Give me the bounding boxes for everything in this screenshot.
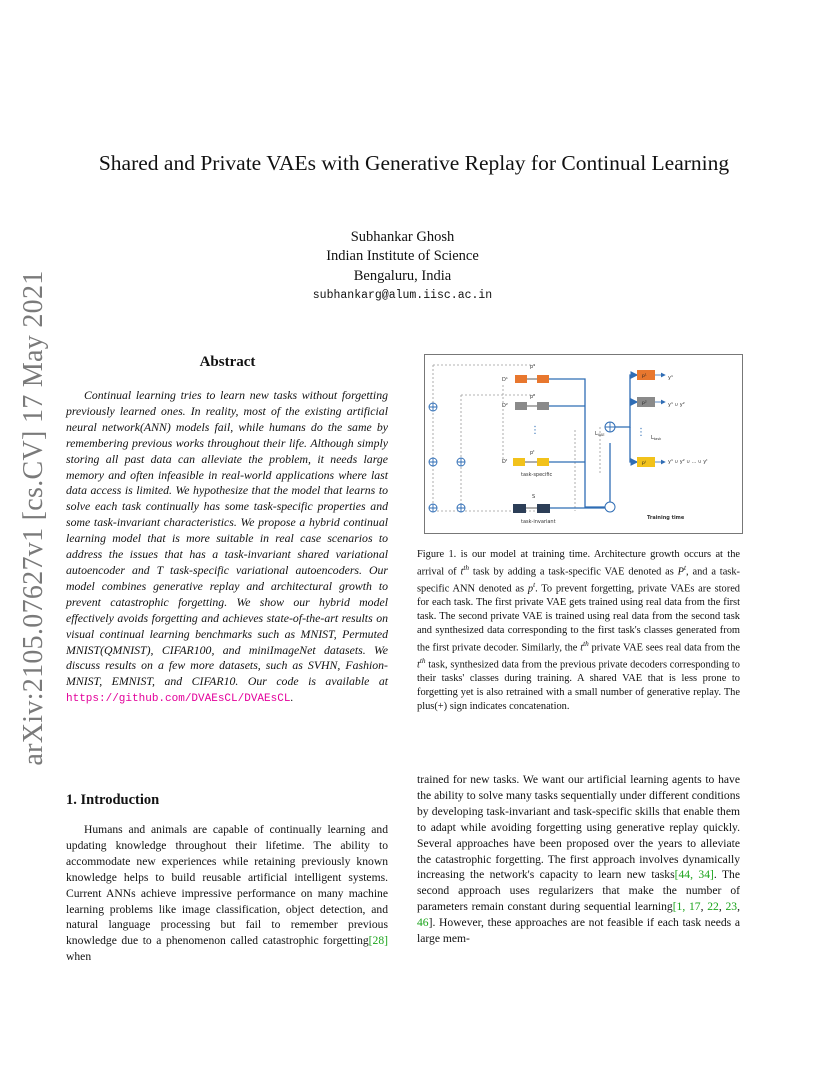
data-flow-arrows [549,375,637,508]
private-vae-2 [515,402,549,410]
architecture-diagram [425,355,742,533]
dots-left: ⋮ [530,425,540,436]
p2-top-label: p² [530,394,536,400]
task-invariant-label: task-invariant [521,519,556,525]
l-vae-label: $L_{VAE}$ [595,431,605,437]
citation-link[interactable]: [44, 34] [674,868,714,882]
out2-label: y¹ ∪ y² [668,402,685,408]
arxiv-stamp [18,270,49,766]
shared-vae [513,504,550,513]
private-vae-t [513,458,549,466]
author-location: Bengaluru, India [353,268,452,284]
outt-label: y¹ ∪ y² ∪ ... ∪ yᵗ [668,459,708,465]
task-specific-label: task-specific [521,472,553,478]
code-link[interactable]: https://github.com/DVAEsCL/DVAEsCL [66,693,291,706]
abstract-body [66,388,388,708]
abstract-heading: Abstract [199,354,256,370]
training-time-label: Training time [647,515,685,521]
abstract-text: Continual learning tries to learn new tasks without forgetting previously learned ones. In reality, most of the existing artificial neural network(ANN) models fail, while humans do the same by remembering previous works throughout their life. Although simply storing all past data can alleviate the problem, it needs large memory and often infeasible in real-world applications where last data access is limited. We hypothesize that the model that learns to solve each task continually has some task-specific properties and some task-invariant characteristics. We propose a hybrid continual learning model that is more suitable in real case scenarios to address the issues that has a task-invariant shared variational autoencoder and T task-specific variational autoencoders. Our model combines generative replay and architectural growth to prevent catastrophic forgetting. We show our hybrid model effectively avoids forgetting and achieves state-of-the-art results on visual continual learning benchmarks such as MNIST, Permuted MNIST(QMNIST), CIFAR100, and miniImageNet datasets. We discuss results on a few more datasets, such as SVHN, Fashion-MNIST, EMNIST, and CIFAR10. Our code is available at [66,388,388,689]
right-column-paragraph: trained for new tasks. We want our artificial learning agents to have the ability to solve many tasks sequentially under different conditions by developing task-invariant and task-specific skills that enable them to adapt while avoiding forgetting using generative replay quickly. Several approaches have been proposed over the years to alleviate the catastrophic forgetting. The first approach involves dynamically increasing the network's capacity to learn new tasks[44, 34]. The second approach uses regularizers that make the number of parameters remain constant during sequential learning[1, 17, 22, 23, 46]. However, these approaches are not feasible if each task needs a large mem- [417,773,740,946]
head1-label: p¹ [642,374,647,379]
s-label: S [532,494,536,500]
headt-label: pᵗ [642,461,647,466]
head2-label: p² [642,401,647,406]
citation-link[interactable]: [1, [672,900,689,914]
dt-label: Dᵗ [502,459,508,465]
author-affiliation: Indian Institute of Science [326,248,479,264]
shared-output-node-icon [605,502,615,512]
d2-label: D² [502,403,508,409]
author-name: Subhankar Ghosh [350,229,455,245]
figure-1 [424,354,743,534]
abstract-end: . [290,690,294,705]
dots-right: ⋮ [636,427,646,438]
out1-label: y¹ [668,375,673,381]
private-vae-1 [515,375,549,383]
paper-title: Shared and Private VAEs with Generative Replay for Continual Learning [98,151,730,175]
l-task-label: $L_{task}$ [651,435,662,441]
arxiv-stamp-text: arXiv:2105.07627v1 [cs.CV] 17 May 2021 [18,270,49,766]
section-heading-introduction: 1. Introduction [66,792,160,808]
p1-top-label: p¹ [530,364,536,370]
concat-plus-icons [429,403,465,512]
citation-link[interactable]: [28] [368,934,388,948]
pt-top-label: pᵗ [530,450,535,456]
head-output-arrows [655,375,665,462]
figure-caption: Figure 1. is our model at training time. Architecture growth occurs at the arrival of $t^{th}$ task by adding a task-specific VAE denoted as $P^t$, and a task-specific ANN denoted as $p^t$. To prevent forgetting, private VAEs are stored for each task. The first private VAE gets trained using real data from the first task. The second private VAE is trained using real data from the second task and synthesized data corresponding to the first task's classes generated from the first private decoder. Similarly, the $t^{th}$ private VAE sees real data from the $t^{th}$ task, synthesized data from the previous private decoders corresponding to their tasks' classes during training. A shared VAE that is less prone to forgetting yet is also retrained with a small number of generative replay. The plus(+) sign indicates concatenation. [417,549,741,712]
author-email[interactable]: subhankarg@alum.iisc.ac.in [312,289,493,302]
dashed-guides [433,365,600,511]
d1-label: D¹ [502,377,508,383]
introduction-paragraph: Humans and animals are capable of continually learning and updating knowledge throughout their lifetime. The ability to accommodate new experiences while retaining previously known knowledge helps to build reusable artificial intelligent systems. Current ANNs achieve impressive performance on many machine learning problems like image classification, object detection, and natural language processing but fail to remember previous knowledge due to a phenomenon called catastrophic forgetting[28] when [66,823,388,964]
